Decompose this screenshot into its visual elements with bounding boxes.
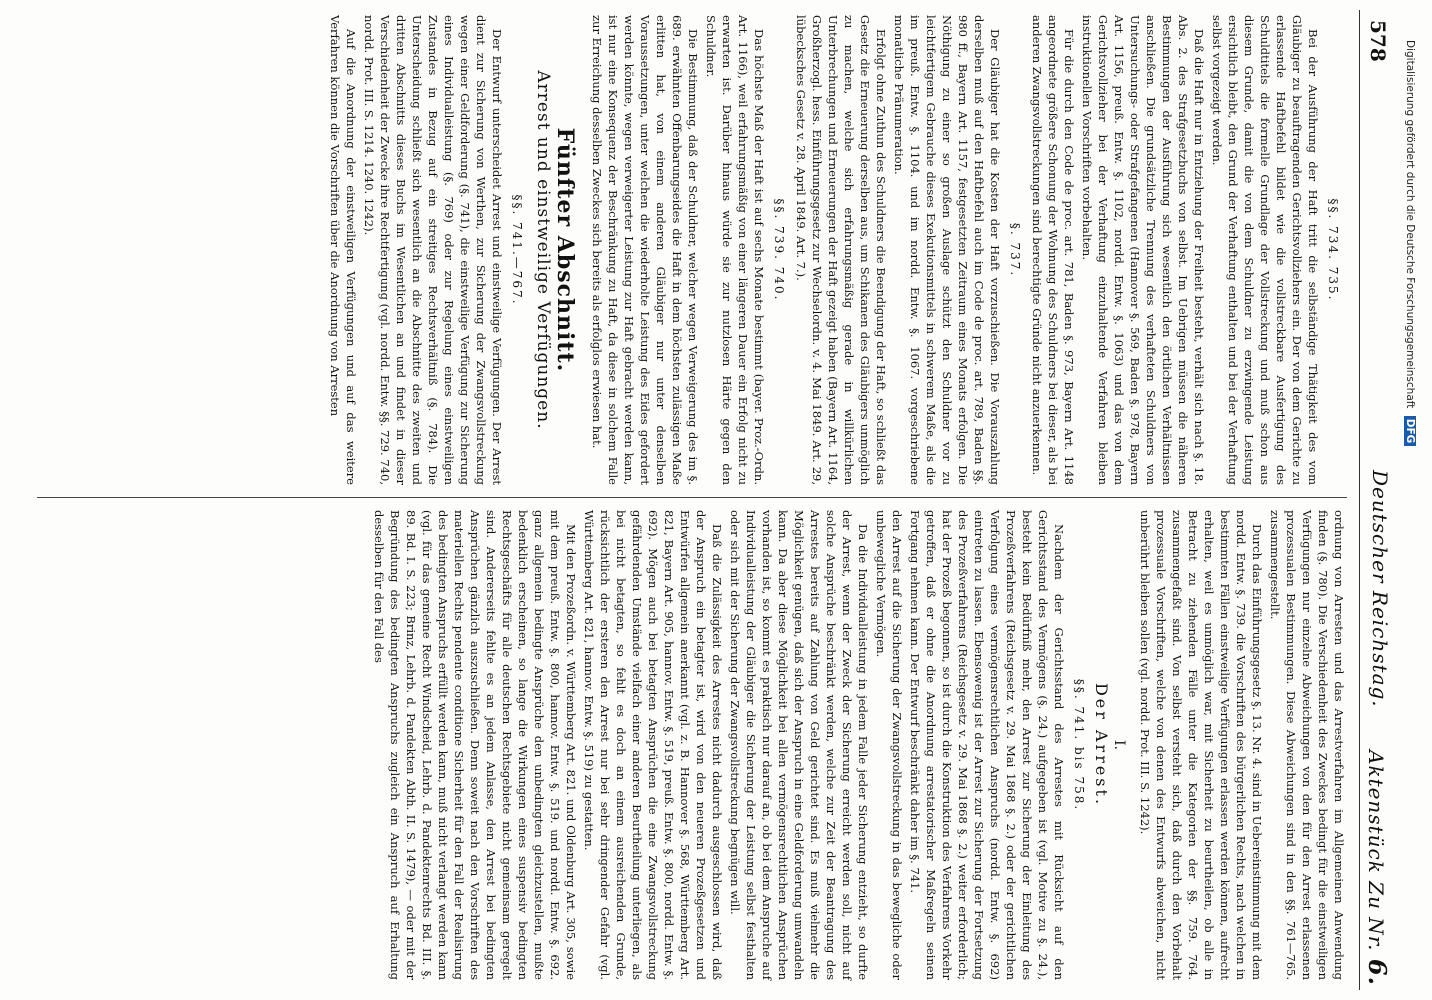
paragraph: Daß die Haft nur in Entziehung der Freiheit besteht, verhält sich nach §. 18. Abs. 2. des Strafgesetzbuchs von selbst. Im Uebrigen müssen die näheren Bestimmungen der Ausführung sich wesentlich den örtlichen Verhältnissen anschließen. Die grundsätzliche Trennung des verhafteten Schuldners von Untersuchungs- oder Strafgefangenen (Hannover §. 569, Baden §. 978, Bayern Art. 1156, preuß. Entw. §. 1102, nordd. Entw. §. 1063) und das von dem Gerichtsvollzieher bei der Verhaftung einzuhaltende Verfahren bleiben instruktionellen Vorschriften vorbehalten. [1080,15,1206,485]
chapter-heading: Fünfter Abschnitt. [552,127,578,373]
header-right-title [1363,750,1392,986]
section-heading: §§. 741. bis 758. [1072,678,1086,812]
dfg-logo: DFG [1404,416,1416,447]
paragraph: Der Gläubiger hat die Kosten der Haft vorzuschießen. Die Vorauszahlung derselben muß auf den Haftbefehl auch im Code de proc. art. 789, Baden §§. 980 ff., Bayern Art. 1157, festgesetzten Zeitraum eines Monats erfolgen. Die Nöthigung zu einer so großen Auslage schützt den Schuldner vor zu leichtfertigem Gebrauche dieses Exekutionsmittels in schwerem Maße, als die im preuß. Entw. §. 1104. und im nordd. Entw. §. 1067. vorgeschriebene monatliche Pränumeration. [892,15,1002,485]
header-right-label: Aktenstück Zu Nr. [1364,750,1388,952]
paragraph: Nachdem der Gerichtsstand des Arrestes mit Rücksicht auf den Gerichtsstand des Vermögens (§. 24.) aufgegeben ist (vgl. Motive zu §. 24.), besteht kein Bedürfniß mehr, den Arrest zur Sicherung der Einleitung des Prozeßverfahrens (Reichsgesetz v. 29. Mai 1868 §. 2.) oder der gerichtlichen Verfolgung eines vermögensrechtlichen Anspruchs (nordd. Entw. §. 692) eintreten zu lassen. Ebensowenig ist der Arrest zur Sicherung der Fortsetzung des Prozeßverfahrens (Reichsgesetz v. 29. Mai 1868 §. 2.) weiter erforderlich; hat der Prozeß begonnen, so ist durch die Konstruktion des Verfahrens Vorkehr getroffen, daß er ohne die Anordnung arrestatorischer Maßregeln seinen Fortgang nehmen kann. Der Entwurf beschränkt daher im §. 741. [908,510,1066,980]
paragraph: Daß die Zulässigkeit des Arrestes nicht dadurch ausgeschlossen wird, daß der Anspruch ein betagter ist, wird von den neueren Prozeßgesetzen und Entwürfen allgemein anerkannt (vgl. z. B. Hannover §. 568, Württemberg Art. 821, Bayern Art. 905, hannov. Entw. §. 519, preuß. Entw. §. 800, nordd. Entw. §. 692). Mögen auch bei betagten Ansprüchen die eine Zwangsvollstreckung gefährdenden Umstände vielfach einer anderen Beurtheilung unterliegen, als bei nicht betagten, so fehlt es doch an einem ausreichenden Grunde, rücksichtlich der ersteren den Arrest nur bei sehr dringender Gefahr (vgl. Württemberg Art. 821, hannov. Entw. §. 519) zu gestatten. [582,510,724,980]
paragraph: Erfolgt ohne Zuthun des Schuldners die Beendigung der Haft, so schließt das Gesetz die Erneuerung derselben aus, um Schikanen des Gläubigers unmöglich zu machen, welche sich erfahrungsmäßig gerade in willkürlichen Unterbrechungen und Erneuerungen der Haft gezeigt haben (Bayern Art. 1164, Großherzogl. hess. Einführungsgesetz zur Wechselordn. v. 4. Mai 1849. Art. 29, lübecksches Gesetz v. 28. April 1849. Art. 7.). [794,15,888,485]
subchapter-heading: Der Arrest. [1092,682,1111,808]
paragraph: Die Bestimmung, daß der Schuldner, welcher wegen Verweigerung des im §. 689. erwähnten Offenbarungseides die Haft in dem höchsten zulässigen Maße erlitten hat, von einem anderen Gläubiger nur unter denselben Voraussetzungen, unter welchen die wiederholte Leistung des Eides gefordert werden könnte, wegen verweigerter Leistung zur Haft gebracht werden kann, ist nur eine Konsequenz der Beschränkung zu Haft, da diese in solchem Falle zur Erreichung desselben Zweckes sich bereits als erfolglos erwiesen hat. [590,15,700,485]
paragraph: Da die Individualleistung in jedem Falle jeder Sicherung entzieht, so durfte der Arrest, wenn der Zweck der Sicherung erreicht werden soll, nicht auf solche Ansprüche beschränkt werden, welche zur Zeit der Beantragung des Arrestes bereits auf Zahlung von Geld gerichtet sind. Es muß vielmehr die Möglichkeit genügen, daß sich der Anspruch in eine Geldforderung umwandeln kann. Da aber diese Möglichkeit bei allen vermögensrechtlichen Ansprüchen vorhanden ist, so kommt es praktisch nur darauf an, ob bei dem Anspruche auf Individualleistung der Gläubiger die Sicherung der Leistung selbst festhalten oder sich mit der Sicherung der Zwangsvollstreckung begnügen will. [728,510,870,980]
section-heading: §. 737. [1008,222,1022,278]
chapter-subheading: Arrest und einstweilige Verfügungen. [533,70,553,430]
paragraph: Durch das Einführungsgesetz §. 13. Nr. 4. sind in Uebereinstimmung mit dem nordd. Entw. §. 739. die Vorschriften des bürgerlichen Rechts, nach welchen in bestimmten Fällen einstweilige Verfügungen erlassen werden können, aufrecht erhalten, weil es unmöglich war, mit Sicherheit zu beurtheilen, ob alle in Betracht zu ziehenden Fälle unter die Kategorien der §§. 759. 764. zusammengefaßt sind. Von selbst versteht sich, daß durch den Vorbehalt prozessuale Vorschriften, welche von denen des Entwurfs abweichen, nicht unberührt bleiben sollen (vgl. nordd. Prot. III. S. 1242). [1138,510,1264,980]
section-heading: §§. 734. 735. [1326,198,1340,302]
header-rule [1359,10,1360,990]
roman-numeral-heading: I. [1111,740,1127,750]
section-heading: §§. 741.—767. [510,194,524,306]
paragraph: Auf die Anordnung der einstweiligen Verfügungen und auf das weitere Verfahren können die Vorschriften über die Anordnung von Arresten [328,15,358,485]
paragraph: den Arrest auf die Sicherung der Zwangsvollstreckung in das bewegliche oder unbewegliche Vermögen. [874,510,904,980]
right-column [369,510,1347,980]
column-separator [37,497,1347,498]
digitization-text: Digitalisierung gefördert durch die Deutsche Forschungsgemeinschaft [1404,40,1416,409]
digitization-note [1402,40,1416,960]
paragraph: Für die durch den Code de proc. art. 781, Baden §. 973, Bayern Art. 1148 angeordnete größere Schonung der Wohnung des Schuldners bei dieser, als bei anderen Zwangsvollstreckungen sind berechtigte Gründe nicht anzuerkennen. [1030,15,1076,485]
section-heading: §§. 739. 740. [772,198,786,302]
header-left-title: Deutscher Reichstag. [1368,470,1392,708]
paragraph: Bei der Ausführung der Haft tritt die selbständige Thätigkeit des vom Gläubiger zu beauftragenden Gerichtsvollziehers ein. Der von dem Gerichte zu erlassende Haftbefehl bildet wie die vollstreckbare Ausfertigung des Schuldtitels die formelle Grundlage der Vollstreckung und muß schon aus diesem Grunde, damit die von dem Schuldner zu erzwingende Leistung ersichtlich bleibt, den Grund der Verhaftung enthalten und bei der Verhaftung selbst vorgezeigt werden. [1210,15,1320,485]
left-column [325,15,1347,485]
paragraph: Das höchste Maß der Haft ist auf sechs Monate bestimmt (bayer. Proz.-Ordn. Art. 1166), weil erfahrungsmäßig von einer längeren Dauer ein Erfolg nicht zu erwarten ist. Darüber hinaus würde sie zur nutzlosen Härte gegen den Schuldner. [704,15,766,485]
paragraph: Der Entwurf unterscheidet Arrest und einstweilige Verfügungen. Der Arrest dient zur Sicherung von Werthen, zur Sicherung der Zwangsvollstreckung wegen einer Geldforderung (§. 741), die einstweilige Verfügung zur Sicherung eines Individualleistung (§. 769) oder zur Regelung eines einstweiligen Zustandes in Bezug auf ein streitiges Rechtsverhältniß (§. 784). Die Unterscheidung schließt sich wesentlich an die Abschnitte des zweiten und dritten Abschnitts dieses Buchs im Wesentlichen an und findet in dieser Verschiedenheit der Zwecke ihre Rechtfertigung (vgl. nordd. Entw. §§. 729. 740, nordd. Prot. III. S. 1214. 1240. 1242). [362,15,504,485]
header-right-number: 6. [1363,958,1392,986]
paragraph: ordnung von Arresten und das Arrestverfahren im Allgemeinen Anwendung finden (§. 780). Die Verschiedenheit des Zweckes bedingt für die einstweiligen Verfügungen nur einzelne Abweichungen von den für den Arrest erlassenen prozessualen Bestimmungen. Diese Abweichungen sind in den §§. 761—765. zusammengestellt. [1268,510,1346,980]
page-number: 578 [1366,20,1390,62]
paragraph: Mit den Prozeßordn. v. Württemberg Art. 821. und Oldenburg Art. 305, sowie mit dem preuß. Entw. §. 800, hannov. Entw. §. 519. und nordd. Entw. §. 692. ganz allgemein bedingte Ansprüche den unbedingten gleichzustellen, mußte bedenklich erscheinen, so lange die Wirkungen eines suspensiv bedingten Rechtsgeschäfts für alle deutschen Rechtsgebiete nicht gemeinsam geregelt sind. Andererseits fehlte es an jedem Anlasse, den Arrest bei bedingten Ansprüchen gänzlich auszuschließen. Denn soweit nach den Vorschriften des materiellen Rechts pendente conditione Sicherheit für den Fall der Realisirung des bedingten Anspruchs erfüllt werden kann, muß nicht verlangt werden kann (vgl. für das gemeine Recht Windscheid, Lehrb. d. Pandektenrechts Bd. III. §. 89. Bd. I. S. 223; Brinz, Lehrb. d. Pandekten Abth. II. S. 1479), — oder mit der Begründung des bedingten Anspruchs zugleich ein Anspruch auf Erhaltung desselben für den Fall des [372,510,578,980]
